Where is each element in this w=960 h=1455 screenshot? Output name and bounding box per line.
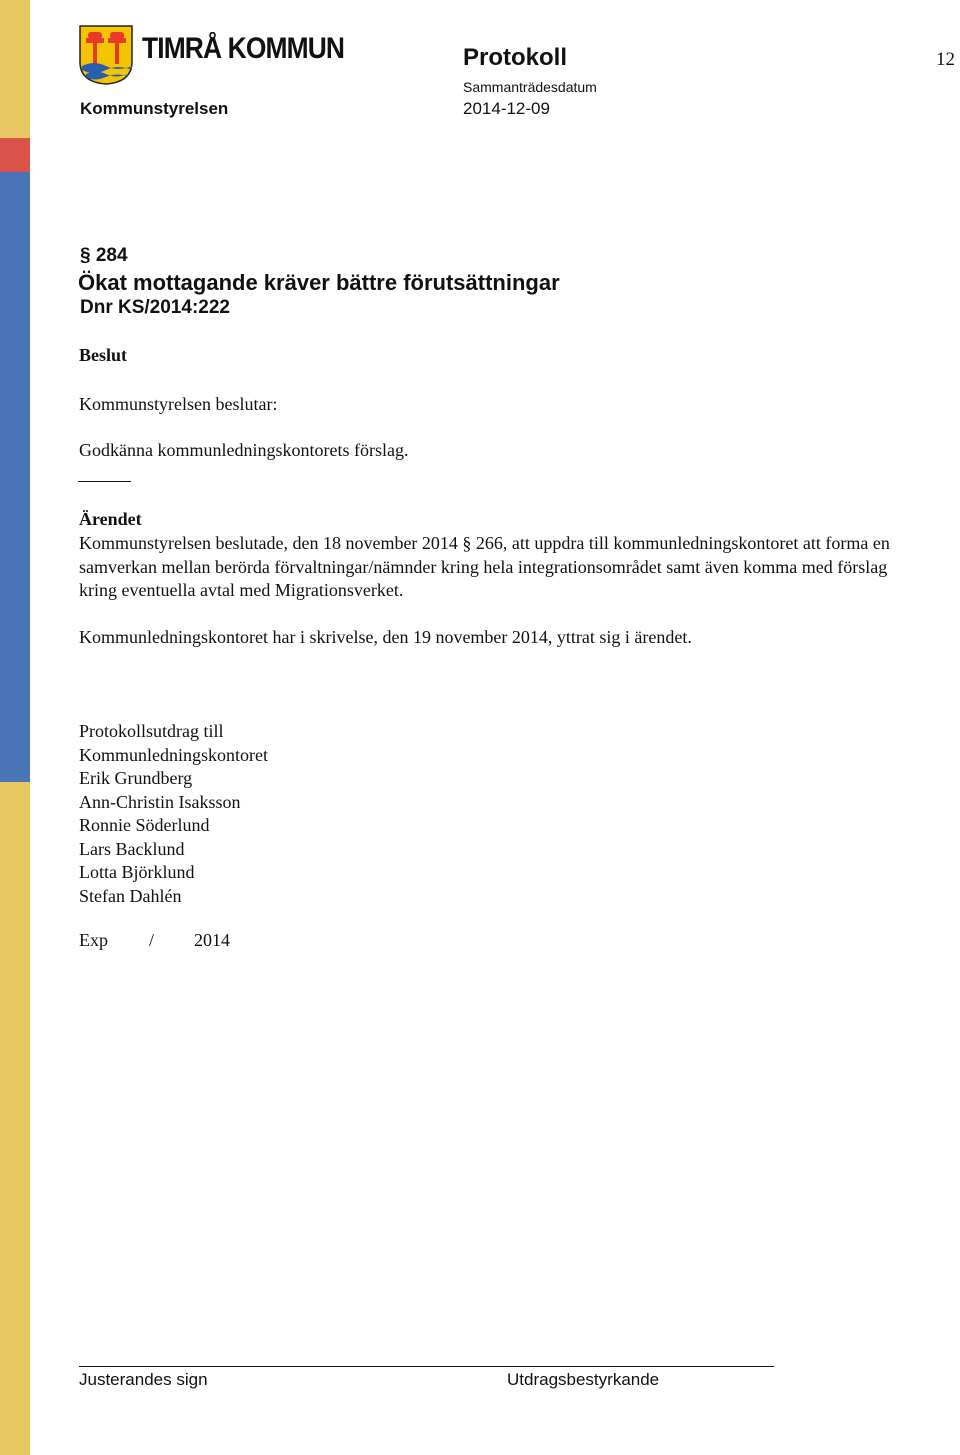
expedition-line (79, 930, 230, 951)
paragraph-title: Ökat mottagande kräver bättre förutsättningar (78, 270, 560, 295)
list-item: Kommunledningskontoret (79, 744, 268, 765)
section-divider (78, 481, 131, 482)
list-item: Ronnie Söderlund (79, 815, 210, 835)
signature-label: Justerandes sign (79, 1370, 208, 1389)
paragraph-number: § 284 (80, 245, 128, 266)
list-item: Stefan Dahlén (79, 885, 182, 906)
list-item: Erik Grundberg (79, 768, 193, 788)
timra-coat-of-arms-icon (78, 24, 134, 86)
list-item: Ann-Christin Isaksson (79, 791, 241, 812)
arendet-paragraph-1: Kommunstyrelsen beslutade, den 18 november 2014 § 266, att uppdra till kommunledningskontoret att forma en samverkan mellan berörda förvaltningar/nämnder kring hela integrationsområdet samt även komma med förslag kring eventuella avtal med Migrationsverket. (79, 533, 890, 600)
document-title: Protokoll (463, 44, 568, 71)
margin-band-red (0, 138, 30, 172)
signature-line (79, 1366, 774, 1367)
page-number: 12 (936, 49, 955, 70)
exp-year: 2014 (194, 930, 230, 950)
meeting-date-value: 2014-12-09 (463, 99, 550, 118)
extract-certification-label: Utdragsbestyrkande (507, 1370, 660, 1389)
arendet-paragraph-2: Kommunledningskontoret har i skrivelse, den 19 november 2014, yttrat sig i ärendet. (79, 626, 692, 647)
exp-separator: / (149, 930, 155, 950)
list-item: Lars Backlund (79, 838, 185, 859)
margin-band-blue (0, 172, 30, 782)
exp-label: Exp (79, 930, 108, 950)
beslut-decision: Godkänna kommunledningskontorets förslag. (79, 440, 409, 460)
margin-band-yellow-top (0, 0, 30, 138)
arendet-body (79, 532, 899, 649)
case-number: Dnr KS/2014:222 (80, 297, 230, 318)
beslut-intro: Kommunstyrelsen beslutar: (79, 394, 278, 414)
list-item: Lotta Björklund (79, 862, 195, 882)
arendet-heading: Ärendet (79, 509, 142, 529)
municipality-name: TIMRÅ KOMMUN (142, 32, 345, 65)
meeting-date-label: Sammanträdesdatum (463, 79, 597, 95)
protocol-extract-heading: Protokollsutdrag till (79, 721, 224, 741)
beslut-heading: Beslut (79, 345, 128, 365)
protocol-extract-list (79, 720, 268, 908)
committee-name: Kommunstyrelsen (80, 99, 229, 118)
margin-band-yellow-bottom (0, 782, 30, 1455)
